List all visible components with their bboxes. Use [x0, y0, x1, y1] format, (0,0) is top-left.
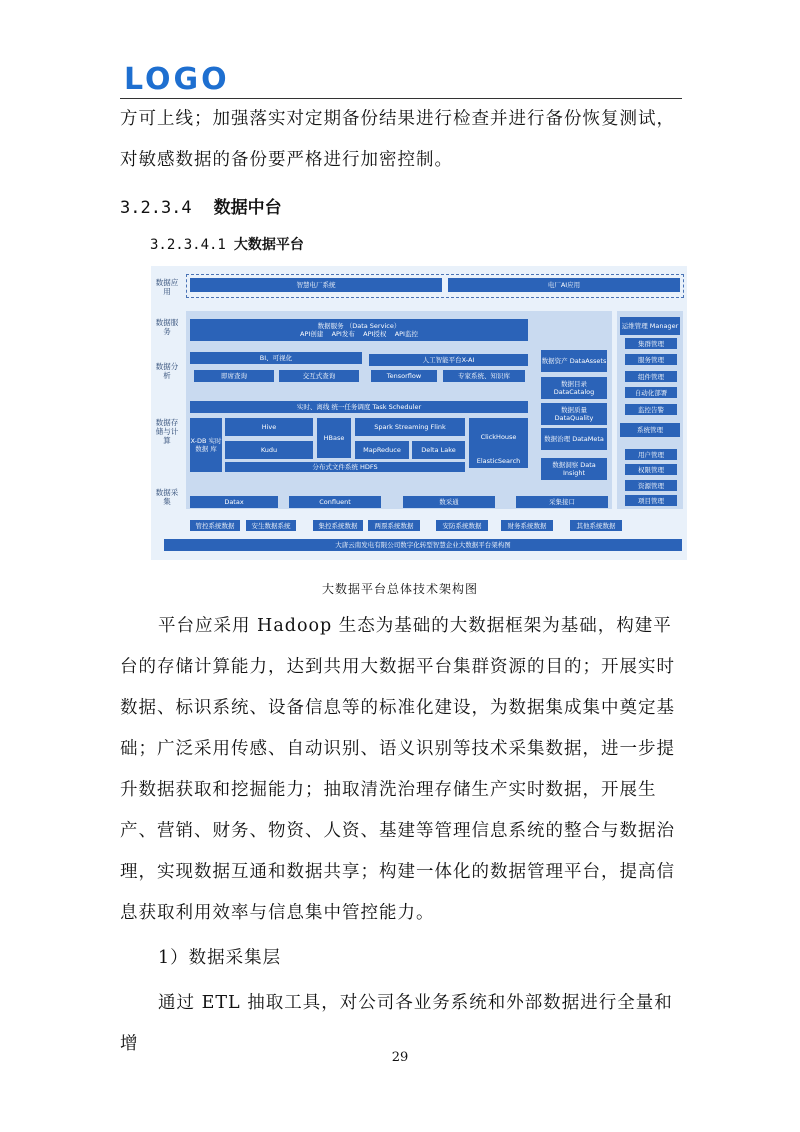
list-item-1: 1）数据采集层 — [158, 948, 282, 968]
data-catalog-box: 数据目录 DataCatalog — [541, 377, 607, 399]
source-box: 财务系统数据 — [501, 520, 553, 531]
architecture-diagram — [151, 266, 687, 560]
data-service-title: 数据服务 （Data Service） — [317, 322, 401, 330]
bi-box: BI、可视化 — [190, 352, 362, 364]
delta-lake-box: Delta Lake — [412, 441, 465, 459]
subsection-heading — [150, 234, 304, 254]
source-box: 其他系统数据 — [570, 520, 622, 531]
ops-manager-box: 运维管理 Manager — [620, 317, 680, 335]
collect-interface-box: 采集接口 — [516, 496, 608, 508]
expert-system-box: 专家系统、知识库 — [443, 370, 525, 382]
smart-plant-box: 智慧电厂系统 — [190, 278, 442, 292]
page-number: 29 — [391, 1050, 409, 1065]
section-number: 3.2.3.4 — [120, 198, 192, 218]
hbase-box: HBase — [317, 418, 351, 458]
data-insight-box: 数据洞察 Data Insight — [541, 458, 607, 480]
paragraph-backup: 方可上线；加强落实对定期备份结果进行检查并进行备份恢复测试，对敏感数据的备份要严格进行加密控制。 — [120, 109, 675, 170]
task-scheduler-box: 实时、离线 统一任务调度 Task Scheduler — [190, 401, 528, 413]
hive-box: Hive — [225, 418, 313, 436]
logo: LOGO — [124, 62, 230, 97]
data-service-box — [190, 319, 528, 341]
layer-label-collect: 数据采集 — [155, 488, 179, 506]
source-box: 安防系统数据 — [436, 520, 488, 531]
layer-label-storage: 数据存储与计算 — [155, 418, 179, 445]
subsection-number: 3.2.3.4.1 — [150, 237, 226, 253]
source-box: 安生数据系统 — [246, 520, 296, 531]
data-assets-box: 数据资产 DataAssets — [541, 350, 607, 372]
layer-label-analysis: 数据分析 — [155, 362, 179, 380]
elasticsearch-box: ElasticSearch — [469, 454, 528, 468]
shucai-box: 数采通 — [403, 496, 495, 508]
adhoc-query-box: 即席查询 — [194, 370, 274, 382]
subsection-title: 大数据平台 — [233, 237, 304, 253]
interactive-query-box: 交互式查询 — [279, 370, 359, 382]
datax-box: Datax — [190, 496, 278, 508]
system-mgmt-box: 系统管理 — [620, 423, 680, 437]
monitor-alert-box: 监控告警 — [625, 404, 677, 415]
auto-deploy-box: 自动化部署 — [625, 387, 677, 398]
cluster-mgmt-box: 集群管理 — [625, 338, 677, 349]
ai-app-box: 电厂AI应用 — [448, 278, 680, 292]
figure-caption: 大数据平台总体技术架构图 — [321, 582, 478, 596]
data-quality-box: 数据质量 DataQuality — [541, 403, 607, 425]
source-box: 两票系统数据 — [368, 520, 420, 531]
source-box: 管控系统数据 — [190, 520, 240, 531]
service-mgmt-box: 服务管理 — [625, 354, 677, 365]
confluent-box: Confluent — [289, 496, 381, 508]
layer-label-service: 数据服务 — [155, 318, 179, 336]
user-mgmt-box: 用户管理 — [625, 449, 677, 460]
clickhouse-box: ClickHouse — [469, 418, 528, 456]
ai-platform-box: 人工智能平台X-AI — [369, 354, 528, 366]
kudu-box: Kudu — [225, 441, 313, 459]
section-title: 数据中台 — [213, 198, 282, 218]
paragraph-main: 平台应采用 Hadoop 生态为基础的大数据框架为基础，构建平台的存储计算能力，达到共用大数据平台集群资源的目的；开展实时数据、标识系统、设备信息等的标准化建设，为数据集成集中奠定基础；广泛采用传感、自动识别、语义识别等技术采集数据，进一步提升数据获取和挖掘能力；抽取清洗治理存储生产实时数据，开展生产、营销、财务、物资、人资、基建等管理信息系统的整合与数据治理，实现数据互通和数据共享；构建一体化的数据管理平台，提高信息获取利用效率与信息集中管控能力。 — [120, 616, 675, 923]
mapreduce-box: MapReduce — [355, 441, 409, 459]
resource-mgmt-box: 资源管理 — [625, 480, 677, 491]
xdb-box: X-DB 实时 数据 库 — [190, 418, 222, 472]
paragraph-etl: 通过 ETL 抽取工具，对公司各业务系统和外部数据进行全量和增 — [120, 993, 673, 1054]
data-meta-box: 数据治理 DataMeta — [541, 428, 607, 450]
diagram-footer-bar: 大唐云南发电有限公司数字化转型智慧企业大数据平台架构图 — [164, 539, 682, 551]
tensorflow-box: Tensorflow — [371, 370, 437, 382]
project-mgmt-box: 项目管理 — [625, 495, 677, 506]
hdfs-box: 分布式文件系统 HDFS — [225, 462, 465, 472]
source-box: 集控系统数据 — [313, 520, 363, 531]
section-heading — [120, 193, 282, 218]
layer-label-app: 数据应用 — [155, 278, 179, 296]
component-mgmt-box: 组件管理 — [625, 371, 677, 382]
spark-flink-box: Spark Streaming Flink — [355, 418, 465, 436]
data-service-apis: API创建 API发布 API授权 API监控 — [300, 330, 418, 338]
permission-mgmt-box: 权限管理 — [625, 464, 677, 475]
